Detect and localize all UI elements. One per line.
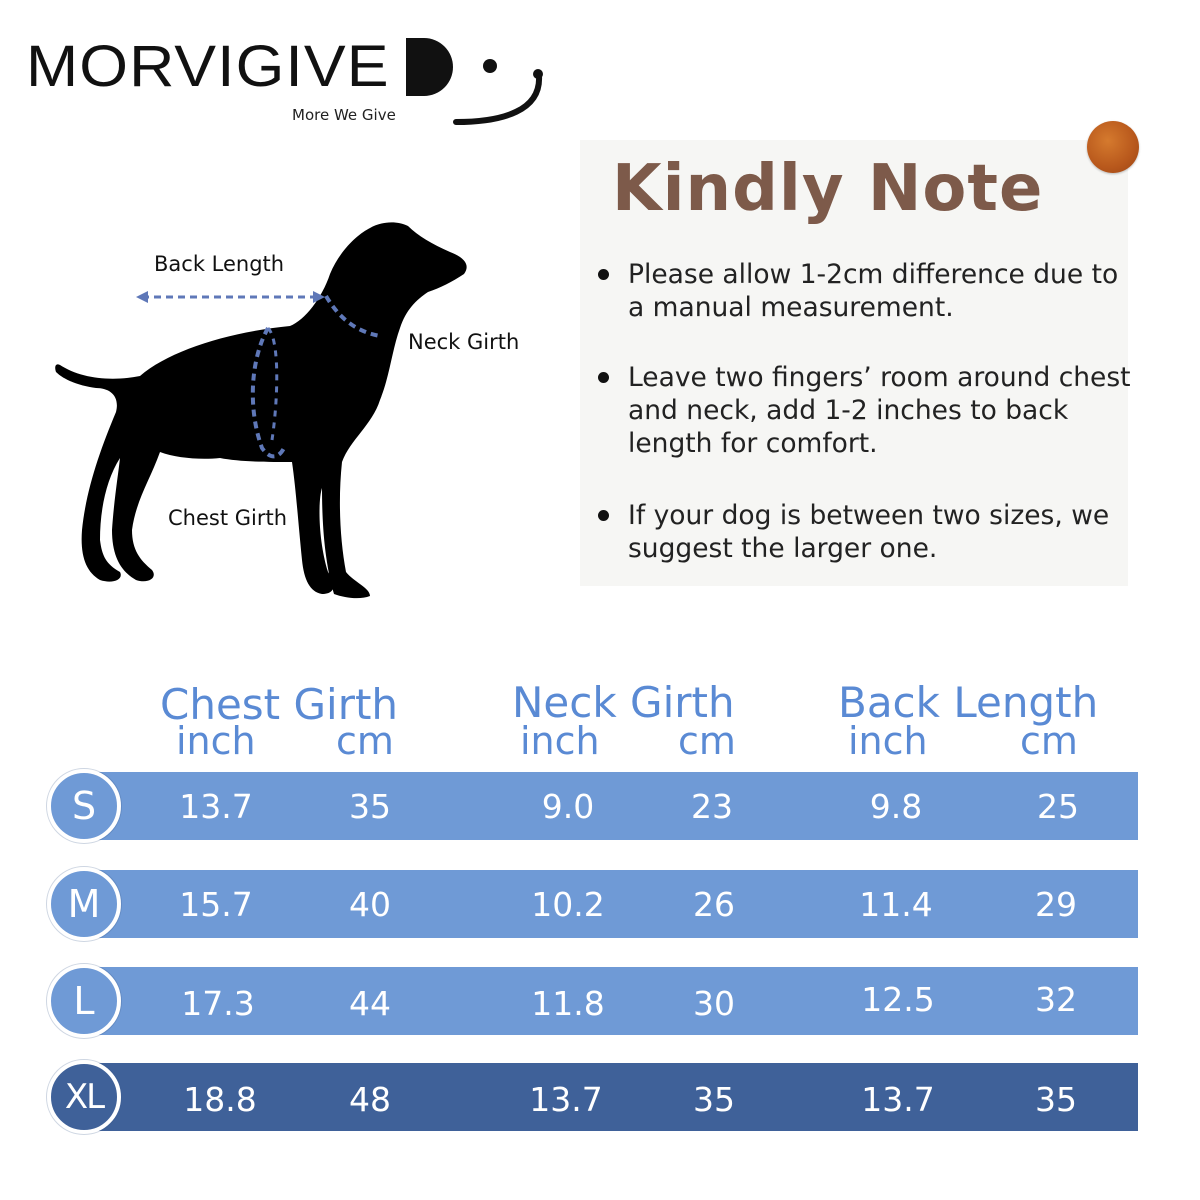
note-item-text: Leave two fingers’ room around chest and neck, add 1-2 inches to back length for comfort.	[628, 362, 1131, 459]
neck-cm-cell: 26	[693, 885, 735, 924]
back-cm-cell: 25	[1037, 787, 1079, 826]
measurement-diagram	[40, 200, 560, 620]
note-item-text: Please allow 1-2cm difference due to a manual measurement.	[628, 259, 1119, 323]
neck-inch-cell: 10.2	[531, 885, 605, 924]
back-inch-cell: 11.4	[859, 885, 933, 924]
header-unit-inch: inch	[176, 719, 256, 763]
back-inch-cell: 13.7	[861, 1080, 935, 1119]
header-chest-girth: Chest Girth	[160, 680, 399, 729]
neck-inch-cell: 13.7	[529, 1080, 603, 1119]
chest-girth-label: Chest Girth	[168, 506, 288, 530]
back-inch-cell: 9.8	[869, 787, 923, 826]
neck-cm-cell: 30	[693, 984, 735, 1023]
size-badge: L	[47, 964, 121, 1038]
neck-inch-cell: 9.0	[541, 787, 595, 826]
chest-inch-cell: 13.7	[179, 787, 253, 826]
note-item-text: If your dog is between two sizes, we suggest the larger one.	[628, 500, 1110, 564]
header-neck-girth: Neck Girth	[512, 678, 735, 727]
neck-cm-cell: 35	[693, 1080, 735, 1119]
back-cm-cell: 35	[1035, 1080, 1077, 1119]
bullet-icon	[598, 510, 609, 521]
bullet-icon	[598, 372, 609, 383]
back-cm-cell: 32	[1035, 980, 1077, 1019]
bullet-icon	[598, 269, 609, 280]
size-badge: M	[47, 867, 121, 941]
brand-name: MORVIGIVE	[26, 34, 390, 99]
back-inch-cell: 12.5	[861, 980, 935, 1019]
back-cm-cell: 29	[1035, 885, 1077, 924]
header-unit-cm: cm	[1020, 719, 1078, 763]
size-badge: XL	[47, 1060, 121, 1134]
chest-inch-cell: 15.7	[179, 885, 253, 924]
header-unit-inch: inch	[848, 719, 928, 763]
brand-logo	[26, 30, 526, 130]
header-back-length: Back Length	[838, 678, 1099, 727]
header-unit-inch: inch	[520, 719, 600, 763]
neck-cm-cell: 23	[691, 787, 733, 826]
chest-inch-cell: 17.3	[181, 984, 255, 1023]
chest-cm-cell: 40	[349, 885, 391, 924]
dog-face-mark-icon	[394, 30, 544, 130]
note-accent-dot-icon	[1087, 121, 1139, 173]
brand-tagline: More We Give	[292, 106, 396, 124]
back-length-label: Back Length	[154, 252, 285, 276]
neck-girth-label: Neck Girth	[408, 330, 520, 354]
note-title: Kindly Note	[612, 152, 1044, 226]
chest-cm-cell: 44	[349, 984, 391, 1023]
dog-silhouette-icon	[40, 200, 560, 620]
size-badge: S	[47, 769, 121, 843]
chest-cm-cell: 35	[349, 787, 391, 826]
neck-inch-cell: 11.8	[531, 984, 605, 1023]
header-unit-cm: cm	[678, 719, 736, 763]
chest-inch-cell: 18.8	[183, 1080, 257, 1119]
chest-cm-cell: 48	[349, 1080, 391, 1119]
header-unit-cm: cm	[336, 719, 394, 763]
